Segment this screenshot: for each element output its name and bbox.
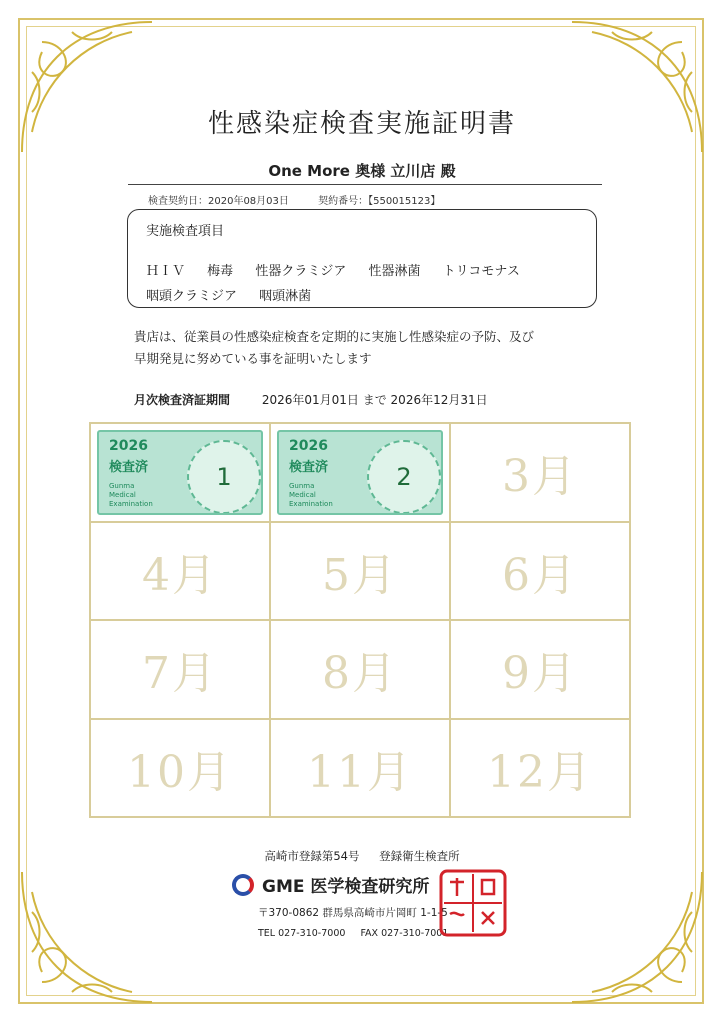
test-item: 性器淋菌 (368, 264, 421, 279)
test-item: 咽頭淋菌 (259, 289, 312, 304)
month-cell-8 (270, 620, 450, 719)
test-items-box (127, 209, 597, 308)
certificate-title: 性感染症検査実施証明書 (207, 109, 516, 139)
test-items-row (146, 285, 329, 304)
gme-logo-icon (232, 874, 254, 896)
lab-tel: TEL 027-310-7000 (258, 928, 346, 939)
corner-ornament-icon (12, 862, 162, 1012)
stamp-year: 2026 (109, 438, 148, 454)
registration-number: 高崎市登録第54号 (264, 849, 360, 863)
month-cell-9 (450, 620, 630, 719)
stamp-seal-circle (367, 440, 441, 514)
contract-info (148, 192, 466, 207)
inspection-stamp (97, 430, 263, 515)
month-label: 11月 (307, 746, 413, 798)
stamp-status: 検査済 (109, 460, 149, 475)
statement-line: 早期発見に努めている事を証明いたします (134, 351, 372, 366)
month-cell-12 (450, 719, 630, 818)
month-cell-2 (270, 423, 450, 522)
test-item: トリコモナス (442, 264, 520, 279)
period-label: 月次検査済証期間 (134, 393, 231, 407)
recipient-underline (128, 184, 602, 185)
recipient-name: One More 奥様 立川店 殿 (268, 162, 456, 180)
month-label: 4月 (142, 549, 218, 601)
period-value: 2026年01月01日 まで 2026年12月31日 (261, 393, 488, 407)
corner-ornament-icon (562, 862, 712, 1012)
test-item: 咽頭クラミジア (146, 289, 238, 304)
lab-registration (0, 848, 724, 864)
stamp-org: Gunma Medical Examination (109, 482, 153, 508)
month-cell-5 (270, 522, 450, 621)
stamp-org: Gunma Medical Examination (289, 482, 333, 508)
lab-contact (258, 928, 460, 939)
month-cell-1 (90, 423, 270, 522)
inspection-period (134, 391, 488, 408)
stamp-month-number: 1 (216, 463, 232, 491)
lab-logo (232, 872, 429, 897)
lab-name: GME 医学検査研究所 (262, 877, 430, 897)
month-cell-11 (270, 719, 450, 818)
stamp-month-number: 2 (396, 463, 412, 491)
month-cell-3 (450, 423, 630, 522)
month-label: 5月 (322, 549, 398, 601)
month-cell-4 (90, 522, 270, 621)
month-cell-10 (90, 719, 270, 818)
test-items-heading: 実施検査項目 (146, 224, 225, 239)
test-item: 梅毒 (207, 264, 234, 279)
month-label: 6月 (502, 549, 578, 601)
company-seal-icon (438, 868, 508, 938)
certification-statement (134, 326, 604, 370)
month-label: 12月 (487, 746, 593, 798)
statement-line: 貴店は、従業員の性感染症検査を定期的に実施し性感染症の予防、及び (134, 329, 535, 344)
test-items-row (146, 260, 538, 279)
month-label: 10月 (127, 746, 233, 798)
month-label: 8月 (322, 648, 398, 700)
month-cell-6 (450, 522, 630, 621)
stamp-year: 2026 (289, 438, 328, 454)
stamp-seal-circle (187, 440, 261, 514)
stamp-status: 検査済 (289, 460, 329, 475)
month-label: 3月 (502, 451, 578, 503)
test-item: 性器クラミジア (255, 264, 347, 279)
test-item: ＨＩＶ (146, 264, 186, 279)
lab-fax: FAX 027-310-7001 (360, 928, 449, 939)
month-label: 9月 (502, 648, 578, 700)
inspection-stamp (277, 430, 443, 515)
contract-date: 検査契約日：2020年08月03日 (148, 196, 289, 207)
month-label: 7月 (142, 648, 218, 700)
month-cell-7 (90, 620, 270, 719)
monthly-stamp-grid (89, 422, 631, 818)
contract-number: 契約番号：【550015123】 (318, 196, 441, 207)
registration-type: 登録衛生検査所 (379, 849, 460, 863)
lab-address: 〒370-0862 群馬県高崎市片岡町 1-1-5 (258, 907, 448, 919)
